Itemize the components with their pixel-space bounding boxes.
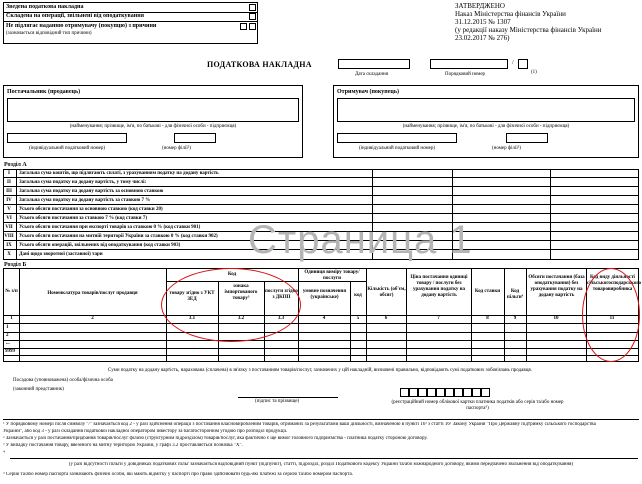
sum-statement: Суми податку на додану вартість, нарахована (сплачена) в зв'язку з постачанням товарів/послуг, зазначених у цій накладній, визначені правильно, відповідають сумі податкових зобов'язань продавця. [108,368,532,373]
number-caption: Порядковий номер [445,72,486,77]
footnote-3: ³ У випадку постачання товару, ввезеного на митну територію України, у графі 3.2 проставляється позначка "Х". [3,443,243,448]
seller-block [3,85,303,158]
col-price-header: Ціна постачання одиниці товару / послуги без урахування податку на додану вартість [410,275,468,298]
approval-edition: (у редакції наказу Міністерства фінансів України [455,26,602,34]
row-number: IX [6,243,12,248]
row-number: I [8,171,10,176]
col-number: 5 [356,316,360,321]
buyer-tax-caption: (індивідуальний податковий номер) [358,146,436,151]
consolidated-checkbox[interactable] [249,4,256,11]
footnote-4: (у разі відсутності пільги у довідниках податкових пільг зазначається відповідний пункт (підпункт), статті, підрозділ, розділ Податкового кодексу України та/або міжнародного договору, якими передбачено звільнення від оподаткування) [68,462,574,467]
approval-edition-date: 23.02.2017 № 276) [455,34,510,42]
row-label: Загальна сума податку на додану вартість за ставкою 7 % [19,198,151,203]
row-number: 1 [6,325,9,330]
row-label: Усього обсяги постачання за ставкою 7 % (код ставки 7) [19,216,147,221]
consolidated-invoice-line: Зведена податкова накладна [6,4,84,10]
seller-tax-field[interactable] [7,133,127,143]
row-label: Усього обсяги постачання на митній території України за ставкою 0 % (код ставки 902) [19,234,218,239]
col-dkpp-header: послуги згідно з ДКПП [265,289,298,300]
section-b-table [3,268,639,362]
row-number: X [7,252,11,257]
seller-name-caption: (найменування; прізвище, ім'я, по батькові - для фізичної особи - підприємця) [69,124,237,129]
col-nomenclature-header: Номенклатура товарів/послуг продавця [47,291,138,296]
date-field[interactable] [338,59,410,69]
row-label: Усього обсяги постачання за основною ставкою (код ставки 20) [19,207,163,212]
reason-caption: (зазначається відповідний тип причини) [6,31,92,36]
exempt-line: Складена на операції, звільнені від оподаткування [6,13,144,19]
section-a-row [3,178,639,187]
col-mark-header: ознака імпортованого товару³ [224,284,258,301]
row-label: Усього обсяги операцій, звільнених від оподаткування (код ставки 903) [19,243,181,248]
col-number: 1 [10,316,13,321]
col-number: 8 [486,316,489,321]
seller-tax-caption: (індивідуальний податковий номер) [28,146,106,151]
col-number: 4 [322,316,326,321]
row-number: 2 [6,333,9,338]
col-volume-header: Обсяги постачання (база оподаткування) без урахування податку на додану вартість [528,275,585,298]
row-number: VI [6,216,12,221]
col-number: 3.1 [188,316,196,321]
footnote-4-line [10,458,638,459]
row-number: II [7,180,11,185]
row-label: Усього обсяги постачання при експорті товарів за ставкою 0 % (код ставки 901) [19,225,201,230]
buyer-name-field[interactable] [337,98,635,122]
not-provided-line: Не підлягає наданню отримувачу (покупцю) з причини [6,23,157,29]
buyer-tax-field[interactable] [337,133,457,143]
signer-label: Посадова (уповноважена) особа/фізична особа [13,378,113,383]
col-number: 3.3 [277,316,285,321]
footnote-1: ¹ У порядковому номері після символу "/" зазначається код 2 - у разі здійснення операції з постачання власновиробленим товарів, отриманих за результатами ваші діяльності, визначеною в пункті 16¹ з статті 16¹ Закону України "Про Державну підтримку сільського господарства [3,422,596,427]
footnote-1-cont: України", або код 3 - у разі складання податкової накладної оператором інвестору за багатостороннім угодою про розподіл продукції. [3,429,288,434]
col-number: 2 [91,316,94,321]
buyer-branch-field[interactable] [506,133,548,143]
exempt-checkbox[interactable] [249,13,256,20]
row-number: ... [6,341,10,346]
col-number: 6 [384,316,388,321]
page-watermark: Страница 1 [248,218,473,262]
col-rate-header: Код ставки [474,289,501,294]
col-unit-code-header: код [354,293,362,298]
row-number: IV [6,198,12,203]
number-footnote-mark: (1) [531,70,537,75]
number-suffix-field[interactable] [518,59,528,69]
signature-caption: (підпис та прізвище) [255,399,300,404]
buyer-block [333,85,639,158]
reg-number-boxes[interactable] [400,388,520,397]
row-label: Загальна сума податку на додану вартість, у тому числі: [19,180,147,185]
row-number: V [7,207,11,212]
section-a-title: Розділ А [4,162,27,168]
section-b-title: Розділ Б [4,262,27,268]
section-a-row [3,196,639,205]
seller-branch-field[interactable] [174,133,216,143]
col-benefit-header: Код пільги⁴ [506,289,524,300]
approval-title: ЗАТВЕРДЖЕНО [455,2,505,10]
seller-name-field[interactable] [7,98,299,122]
col-num-header: № з/п [5,289,18,294]
col-qty-header: Кількість (об'єм, обсяг) [367,287,406,298]
col-unit-group-header: Одиниця виміру товару/послуги [304,270,360,281]
signature-line[interactable] [238,397,338,398]
col-unit-symbol-header: умовне позначення (українське) [302,289,347,300]
approval-order: Наказ Міністерства фінансів України [455,10,566,18]
footnote-5: ⁵ Серію та/або номер паспорта зазначають фізичні особи, які мають відмітку у паспорті про право здійснювати будь-які платежі за серією та/або номером паспорта. [3,472,353,477]
col-code-header: Код [227,272,237,277]
approval-date: 31.12.2015 № 1307 [455,18,511,26]
seller-branch-caption: (номер філії²) [162,146,191,151]
section-a-row [3,187,639,196]
reg-caption: (реєстраційний номер облікової картки платника податків або серія та/або номер паспорта⁵) [391,400,564,411]
section-a-row [3,205,639,214]
row-number: 9999 [5,349,15,354]
buyer-branch-caption: (номер філії²) [492,146,521,151]
col-number: 9 [513,316,517,321]
approval-block [455,2,640,42]
row-label: Загальна сума коштів, що підлягають сплаті, з урахуванням податку на додану вартість [19,171,219,176]
top-left-box [3,2,258,44]
row-number: III [6,189,12,194]
signer-sub-label: (законний представник) [13,387,64,392]
date-caption: Дата складання [355,72,388,77]
reason-checkbox-1[interactable] [240,23,247,30]
row-number: VIII [4,234,14,239]
col-number: 11 [609,316,615,321]
col-number: 7 [437,316,440,321]
footnote-2: ² Зазначається у разі постачання/придбання товарів/послуг філією (структурним підрозділом) товарів/послуг, яка фактично є ще вимог головного підприємства - платника податку стороною договору. [3,436,428,441]
row-label: Загальна сума податку на додану вартість за основною ставкою [19,189,164,194]
buyer-title: Отримувач (покупець) [337,89,400,95]
col-uktzed-header: товару згідно з УКТ ЗЕД [169,291,215,302]
col-number: 10 [553,316,559,321]
row-number: VII [5,225,13,230]
buyer-name-caption: (найменування; прізвище, ім'я, по батькові - для фізичної особи - підприємця) [402,124,570,129]
col-number: 3.2 [237,316,245,321]
number-slash: / [512,60,514,66]
reason-checkbox-2[interactable] [249,23,256,30]
section-a-row [3,169,639,178]
document-title: ПОДАТКОВА НАКЛАДНА [207,60,312,69]
number-field[interactable] [430,59,508,69]
footnote-4-mark: ⁴ [3,451,5,456]
row-label: Дані щодо зворотної (заставної) тари [19,252,103,257]
seller-title: Постачальник (продавець) [7,89,81,95]
col-agri-header: Код виду діяльності сільськогосподарського товаровиробника [587,275,641,292]
